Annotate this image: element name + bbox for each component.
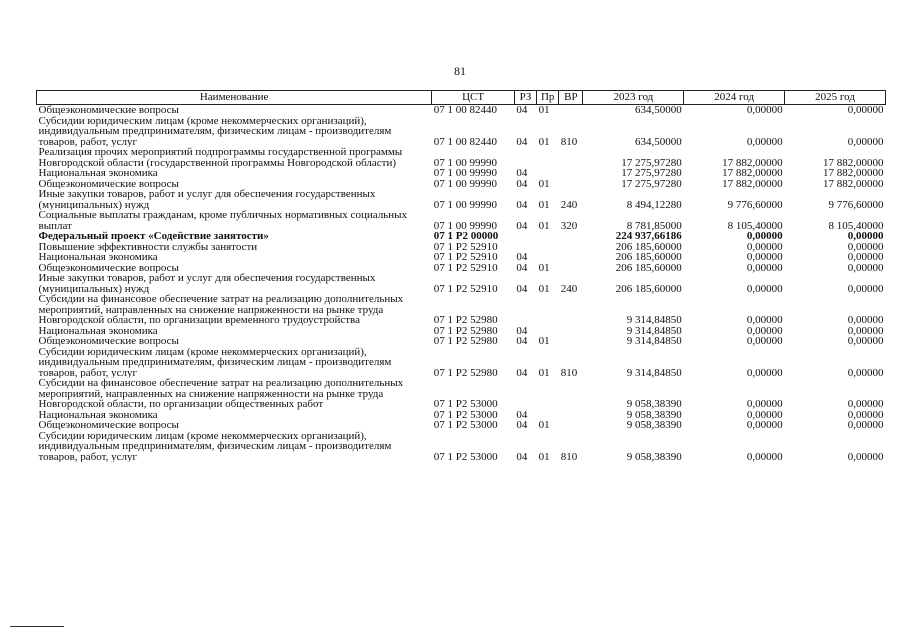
value-2024-cell: 0,00000 xyxy=(746,450,783,462)
value-2025-cell: 0,00000 xyxy=(847,241,884,252)
value-2023-cell: 9 314,84850 xyxy=(626,314,682,326)
pr-cell: 01 xyxy=(538,366,550,378)
table-row xyxy=(37,273,886,294)
vr-cell xyxy=(559,294,583,326)
rz-cell xyxy=(514,147,536,168)
value-2024-cell: 0,00000 xyxy=(746,325,783,336)
budget-table xyxy=(36,90,886,462)
pr-cell xyxy=(537,378,559,410)
table-row xyxy=(37,410,886,421)
vr-cell xyxy=(559,168,583,179)
vr-cell xyxy=(559,326,583,337)
header-vr: ВР xyxy=(559,91,583,105)
cst-cell: 07 1 P2 53000 xyxy=(433,450,498,462)
value-2024-cell: 0,00000 xyxy=(746,252,783,263)
header-2023: 2023 год xyxy=(583,91,684,105)
vr-cell xyxy=(559,336,583,347)
vr-cell xyxy=(559,252,583,263)
vr-cell: 240 xyxy=(560,198,578,210)
value-2023-cell: 634,50000 xyxy=(635,135,682,147)
table-row xyxy=(37,189,886,210)
value-2023-cell: 9 058,38390 xyxy=(626,420,682,431)
pr-cell: 01 xyxy=(538,178,550,189)
value-2023-cell: 206 185,60000 xyxy=(615,252,682,263)
value-2023-cell: 17 275,97280 xyxy=(621,156,682,168)
header-rz: РЗ xyxy=(514,91,536,105)
rz-cell xyxy=(514,294,536,326)
value-2024-cell: 0,00000 xyxy=(746,336,783,347)
pr-cell xyxy=(537,326,559,337)
cst-cell: 07 1 P2 00000 xyxy=(433,231,499,242)
pr-cell: 01 xyxy=(538,336,550,347)
vr-cell: 810 xyxy=(560,366,578,378)
value-2024-cell: 0,00000 xyxy=(746,241,783,252)
value-2025-cell: 0,00000 xyxy=(847,398,884,410)
table-row xyxy=(37,326,886,337)
cst-cell: 07 1 P2 52980 xyxy=(433,336,498,347)
row-name-cell: Национальная экономика xyxy=(38,325,158,336)
rz-cell: 04 xyxy=(516,178,528,189)
pr-cell: 01 xyxy=(538,198,550,210)
cst-cell: 07 1 P2 52980 xyxy=(433,366,498,378)
table-row xyxy=(37,252,886,263)
row-name-cell: Иные закупки товаров, работ и услуг для обеспечения государственных (муниципальных) нужд xyxy=(38,273,376,294)
table-row xyxy=(37,431,886,463)
value-2025-cell: 9 776,60000 xyxy=(828,198,884,210)
rz-cell: 04 xyxy=(516,135,528,147)
pr-cell xyxy=(537,168,559,179)
rz-cell: 04 xyxy=(516,252,528,263)
value-2023-cell: 9 314,84850 xyxy=(626,366,682,378)
rz-cell xyxy=(514,242,536,253)
row-name-cell: Социальные выплаты гражданам, кроме публичных нормативных социальных выплат xyxy=(38,210,407,231)
value-2025-cell: 17 882,00000 xyxy=(823,156,884,168)
value-2023-cell: 9 058,38390 xyxy=(626,450,682,462)
cst-cell: 07 1 00 82440 xyxy=(433,104,497,116)
table-row xyxy=(37,263,886,274)
value-2024-cell: 0,00000 xyxy=(746,231,783,242)
vr-cell xyxy=(559,410,583,421)
cst-cell: 07 1 00 99990 xyxy=(433,156,497,168)
rz-cell: 04 xyxy=(516,282,528,294)
vr-cell xyxy=(559,263,583,274)
table-row xyxy=(37,231,886,242)
rz-cell: 04 xyxy=(516,420,528,431)
value-2023-cell: 9 058,38390 xyxy=(626,398,682,410)
row-name-cell: Общеэкономические вопросы xyxy=(38,336,179,347)
table-row xyxy=(37,179,886,190)
vr-cell xyxy=(559,231,583,242)
cst-cell: 07 1 P2 52980 xyxy=(433,314,498,326)
value-2024-cell: 17 882,00000 xyxy=(722,168,783,179)
cst-cell: 07 1 P2 52910 xyxy=(433,241,498,252)
cst-cell: 07 1 P2 53000 xyxy=(433,409,498,420)
pr-cell: 01 xyxy=(538,450,550,462)
pr-cell: 01 xyxy=(538,282,550,294)
value-2025-cell: 0,00000 xyxy=(847,231,884,242)
rz-cell: 04 xyxy=(516,104,528,116)
cst-cell: 07 1 P2 52910 xyxy=(433,262,498,273)
table-row xyxy=(37,105,886,116)
value-2024-cell: 0,00000 xyxy=(746,366,783,378)
row-name-cell: Общеэкономические вопросы xyxy=(38,262,179,273)
table-row xyxy=(37,210,886,231)
table-row xyxy=(37,294,886,326)
value-2025-cell: 0,00000 xyxy=(847,282,884,294)
pr-cell xyxy=(537,252,559,263)
pr-cell: 01 xyxy=(538,104,550,116)
rz-cell: 04 xyxy=(516,409,528,420)
table-row xyxy=(37,378,886,410)
rz-cell: 04 xyxy=(516,336,528,347)
row-name-cell: Субсидии на финансовое обеспечение затрат на реализацию дополнительных мероприятий, направленных на снижение напряженности на рынке труда Новгородской области, по организации временного трудоустройства xyxy=(38,294,404,326)
cst-cell: 07 1 00 82440 xyxy=(433,135,497,147)
pr-cell xyxy=(537,147,559,168)
value-2023-cell: 9 314,84850 xyxy=(626,325,682,336)
row-name-cell: Повышение эффективности службы занятости xyxy=(38,241,258,252)
value-2024-cell: 0,00000 xyxy=(746,398,783,410)
pr-cell: 01 xyxy=(538,420,550,431)
header-2024: 2024 год xyxy=(684,91,785,105)
vr-cell: 320 xyxy=(560,219,578,231)
value-2023-cell: 17 275,97280 xyxy=(621,168,682,179)
footnote-divider xyxy=(10,626,64,627)
cst-cell: 07 1 P2 52910 xyxy=(433,282,498,294)
cst-cell: 07 1 P2 52910 xyxy=(433,252,498,263)
value-2024-cell: 17 882,00000 xyxy=(722,178,783,189)
cst-cell: 07 1 P2 52980 xyxy=(433,325,498,336)
value-2025-cell: 0,00000 xyxy=(847,336,884,347)
value-2025-cell: 0,00000 xyxy=(847,450,884,462)
row-name-cell: Субсидии юридическим лицам (кроме некоммерческих организаций), индивидуальным предпринимателям, физическим лицам - производителям товаров, работ, услуг xyxy=(38,115,392,147)
rz-cell xyxy=(514,378,536,410)
header-pr: Пр xyxy=(537,91,559,105)
header-cst: ЦСТ xyxy=(432,91,515,105)
row-name-cell: Национальная экономика xyxy=(38,252,158,263)
value-2024-cell: 8 105,40000 xyxy=(727,219,783,231)
cst-cell: 07 1 00 99990 xyxy=(433,219,497,231)
value-2024-cell: 0,00000 xyxy=(746,282,783,294)
rz-cell: 04 xyxy=(516,366,528,378)
row-name-cell: Национальная экономика xyxy=(38,168,158,179)
table-row xyxy=(37,336,886,347)
cst-cell: 07 1 00 99990 xyxy=(433,198,497,210)
row-name-cell: Субсидии юридическим лицам (кроме некоммерческих организаций), индивидуальным предпринимателям, физическим лицам - производителям товаров, работ, услуг xyxy=(38,346,392,378)
value-2023-cell: 206 185,60000 xyxy=(615,282,682,294)
row-name-cell: Национальная экономика xyxy=(38,409,158,420)
header-name: Наименование xyxy=(37,91,432,105)
value-2025-cell: 0,00000 xyxy=(847,409,884,420)
vr-cell xyxy=(559,242,583,253)
cst-cell: 07 1 P2 53000 xyxy=(433,398,498,410)
page-number: 81 xyxy=(454,64,466,78)
rz-cell: 04 xyxy=(516,325,528,336)
row-name-cell: Реализация прочих мероприятий подпрограммы государственной программы Новгородской области (государственной программы Новгородской области) xyxy=(38,147,403,168)
table-row xyxy=(37,242,886,253)
table-row xyxy=(37,420,886,431)
vr-cell xyxy=(559,420,583,431)
value-2024-cell: 0,00000 xyxy=(746,420,783,431)
table-row xyxy=(37,116,886,148)
value-2023-cell: 8 781,85000 xyxy=(626,219,682,231)
pr-cell xyxy=(537,231,559,242)
vr-cell: 240 xyxy=(560,282,578,294)
value-2023-cell: 17 275,97280 xyxy=(621,178,682,189)
value-2023-cell: 206 185,60000 xyxy=(615,262,682,273)
value-2023-cell: 206 185,60000 xyxy=(615,241,682,252)
value-2025-cell: 0,00000 xyxy=(847,252,884,263)
value-2024-cell: 9 776,60000 xyxy=(727,198,783,210)
value-2024-cell: 0,00000 xyxy=(746,104,783,116)
value-2023-cell: 9 058,38390 xyxy=(626,409,682,420)
value-2024-cell: 0,00000 xyxy=(746,409,783,420)
value-2023-cell: 634,50000 xyxy=(635,104,682,116)
header-2025: 2025 год xyxy=(785,91,886,105)
value-2024-cell: 0,00000 xyxy=(746,262,783,273)
value-2023-cell: 9 314,84850 xyxy=(626,336,682,347)
table-header-row xyxy=(37,91,886,105)
rz-cell: 04 xyxy=(516,219,528,231)
rz-cell: 04 xyxy=(516,198,528,210)
row-name-cell: Субсидии на финансовое обеспечение затрат на реализацию дополнительных мероприятий, направленных на снижение напряженности на рынке труда Новгородской области, по организации общественных работ xyxy=(38,378,404,410)
value-2025-cell: 0,00000 xyxy=(847,135,884,147)
table-body xyxy=(37,105,886,463)
table-row xyxy=(37,147,886,168)
value-2025-cell: 0,00000 xyxy=(847,262,884,273)
cst-cell: 07 1 00 99990 xyxy=(433,178,497,189)
value-2025-cell: 17 882,00000 xyxy=(823,178,884,189)
vr-cell xyxy=(559,105,583,116)
value-2025-cell: 0,00000 xyxy=(847,325,884,336)
value-2023-cell: 8 494,12280 xyxy=(626,198,682,210)
cst-cell: 07 1 00 99990 xyxy=(433,168,497,179)
value-2025-cell: 8 105,40000 xyxy=(828,219,884,231)
value-2024-cell: 0,00000 xyxy=(746,135,783,147)
pr-cell xyxy=(537,242,559,253)
vr-cell: 810 xyxy=(560,135,578,147)
value-2024-cell: 17 882,00000 xyxy=(722,156,783,168)
row-name-cell: Общеэкономические вопросы xyxy=(38,420,179,431)
table-row xyxy=(37,347,886,379)
rz-cell: 04 xyxy=(516,168,528,179)
cst-cell: 07 1 P2 53000 xyxy=(433,420,498,431)
pr-cell: 01 xyxy=(538,262,550,273)
vr-cell xyxy=(559,179,583,190)
row-name-cell: Иные закупки товаров, работ и услуг для обеспечения государственных (муниципальных) нужд xyxy=(38,189,376,210)
pr-cell: 01 xyxy=(538,135,550,147)
row-name-cell: Общеэкономические вопросы xyxy=(38,178,179,189)
rz-cell xyxy=(514,231,536,242)
pr-cell: 01 xyxy=(538,219,550,231)
rz-cell: 04 xyxy=(516,262,528,273)
row-name-cell: Общеэкономические вопросы xyxy=(38,104,179,116)
value-2025-cell: 0,00000 xyxy=(847,104,884,116)
row-name-cell: Субсидии юридическим лицам (кроме некоммерческих организаций), индивидуальным предпринимателям, физическим лицам - производителям товаров, работ, услуг xyxy=(38,430,392,462)
table-row xyxy=(37,168,886,179)
row-name-cell: Федеральный проект «Содействие занятости» xyxy=(38,231,269,242)
vr-cell xyxy=(559,378,583,410)
value-2025-cell: 0,00000 xyxy=(847,314,884,326)
value-2023-cell: 224 937,66186 xyxy=(615,231,682,242)
rz-cell: 04 xyxy=(516,450,528,462)
value-2025-cell: 17 882,00000 xyxy=(823,168,884,179)
value-2025-cell: 0,00000 xyxy=(847,420,884,431)
value-2025-cell: 0,00000 xyxy=(847,366,884,378)
pr-cell xyxy=(537,410,559,421)
vr-cell xyxy=(559,147,583,168)
pr-cell xyxy=(537,294,559,326)
vr-cell: 810 xyxy=(560,450,578,462)
value-2024-cell: 0,00000 xyxy=(746,314,783,326)
